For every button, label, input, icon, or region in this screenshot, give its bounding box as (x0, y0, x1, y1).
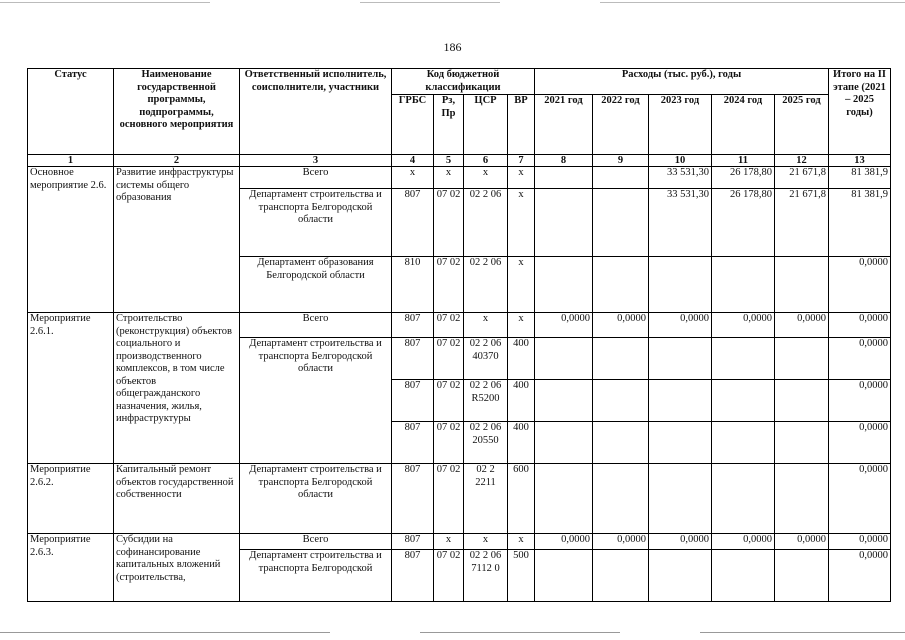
row-status: Мероприятие 2.6.2. (28, 464, 114, 534)
row-vr: 400 (508, 422, 535, 464)
row-responsible: Департамент строительства и транспорта Белгородской (240, 550, 392, 602)
row-total: 0,0000 (829, 380, 891, 422)
row-2022 (593, 550, 649, 602)
row-rz: 07 02 (434, 422, 464, 464)
row-status: Мероприятие 2.6.1. (28, 313, 114, 464)
row-vr: х (508, 257, 535, 313)
column-number-row (28, 155, 891, 167)
row-2023 (649, 338, 712, 380)
row-2024: 26 178,80 (712, 167, 775, 189)
header-row-1 (28, 69, 891, 95)
row-2022 (593, 338, 649, 380)
row-2023 (649, 464, 712, 534)
row-2025 (775, 338, 829, 380)
row-grbs: х (392, 167, 434, 189)
row-responsible: Департамент образования Белгородской области (240, 257, 392, 313)
col-number: 8 (535, 155, 593, 167)
row-responsible: Всего (240, 167, 392, 189)
row-vr: х (508, 534, 535, 550)
header-total: Итого на II этапе (2021 – 2025 годы) (829, 69, 891, 155)
col-number: 11 (712, 155, 775, 167)
row-2023: 33 531,30 (649, 167, 712, 189)
row-total: 0,0000 (829, 338, 891, 380)
row-2024 (712, 422, 775, 464)
row-vr: 400 (508, 380, 535, 422)
row-2025 (775, 550, 829, 602)
row-2024 (712, 257, 775, 313)
row-2023 (649, 380, 712, 422)
row-2021 (535, 338, 593, 380)
row-2021 (535, 380, 593, 422)
row-2021: 0,0000 (535, 534, 593, 550)
row-vr: 600 (508, 464, 535, 534)
col-number: 9 (593, 155, 649, 167)
page-number: 186 (443, 40, 462, 54)
table-row (28, 313, 891, 338)
header-2025: 2025 год (775, 95, 829, 155)
header-budget-code: Код бюджетной классификации (392, 69, 535, 95)
row-name: Капитальный ремонт объектов государственной собственности (114, 464, 240, 534)
row-2023: 0,0000 (649, 313, 712, 338)
header-grbs: ГРБС (392, 95, 434, 155)
header-2021: 2021 год (535, 95, 593, 155)
col-number: 7 (508, 155, 535, 167)
row-csr: 02 2 2211 (464, 464, 508, 534)
row-grbs: 807 (392, 464, 434, 534)
row-csr: 02 2 06 7112 0 (464, 550, 508, 602)
row-2024: 26 178,80 (712, 189, 775, 257)
row-2024: 0,0000 (712, 534, 775, 550)
row-rz: 07 02 (434, 257, 464, 313)
row-total: 81 381,9 (829, 167, 891, 189)
row-2025: 0,0000 (775, 534, 829, 550)
row-2024 (712, 464, 775, 534)
row-total: 0,0000 (829, 464, 891, 534)
row-name: Субсидии на софинансирование капитальных вложений (строительства, (114, 534, 240, 602)
row-vr: 400 (508, 338, 535, 380)
row-rz: 07 02 (434, 464, 464, 534)
budget-table (27, 68, 891, 602)
row-status: Основное мероприятие 2.6. (28, 167, 114, 313)
row-2025: 0,0000 (775, 313, 829, 338)
header-rz: Рз, Пр (434, 95, 464, 155)
header-2022: 2022 год (593, 95, 649, 155)
row-vr: х (508, 167, 535, 189)
row-2022: 0,0000 (593, 313, 649, 338)
row-2024 (712, 550, 775, 602)
row-2022 (593, 422, 649, 464)
header-responsible: Ответственный исполнитель, соисполнители, участники (240, 69, 392, 155)
row-status: Мероприятие 2.6.3. (28, 534, 114, 602)
row-2025: 21 671,8 (775, 167, 829, 189)
header-program-name: Наименование государственной программы, подпрограммы, основного мероприятия (114, 69, 240, 155)
header-status: Статус (28, 69, 114, 155)
row-grbs: 807 (392, 422, 434, 464)
row-csr: х (464, 167, 508, 189)
row-2021 (535, 422, 593, 464)
row-2024: 0,0000 (712, 313, 775, 338)
row-2022 (593, 464, 649, 534)
row-rz: 07 02 (434, 380, 464, 422)
row-2021 (535, 189, 593, 257)
row-rz: х (434, 167, 464, 189)
row-vr: х (508, 189, 535, 257)
row-csr: 02 2 06 20550 (464, 422, 508, 464)
row-grbs: 807 (392, 550, 434, 602)
col-number: 1 (28, 155, 114, 167)
row-2023 (649, 422, 712, 464)
row-grbs: 807 (392, 313, 434, 338)
col-number: 6 (464, 155, 508, 167)
row-responsible: Департамент строительства и транспорта Белгородской области (240, 189, 392, 257)
row-2021 (535, 550, 593, 602)
header-csr: ЦСР (464, 95, 508, 155)
row-2021: 0,0000 (535, 313, 593, 338)
row-2022 (593, 167, 649, 189)
row-2022 (593, 380, 649, 422)
row-csr: х (464, 534, 508, 550)
row-grbs: 810 (392, 257, 434, 313)
row-total: 0,0000 (829, 422, 891, 464)
row-rz: х (434, 534, 464, 550)
col-number: 4 (392, 155, 434, 167)
row-2025 (775, 422, 829, 464)
row-2022 (593, 257, 649, 313)
row-name: Развитие инфраструктуры системы общего образования (114, 167, 240, 313)
row-2023: 33 531,30 (649, 189, 712, 257)
row-csr: 02 2 06 R5200 (464, 380, 508, 422)
row-vr: х (508, 313, 535, 338)
row-2022: 0,0000 (593, 534, 649, 550)
header-vr: ВР (508, 95, 535, 155)
scan-top-edge (0, 2, 905, 3)
row-rz: 07 02 (434, 313, 464, 338)
row-2022 (593, 189, 649, 257)
row-2023: 0,0000 (649, 534, 712, 550)
row-responsible: Департамент строительства и транспорта Белгородской области (240, 338, 392, 464)
row-2025 (775, 380, 829, 422)
row-grbs: 807 (392, 338, 434, 380)
scan-bottom-edge (0, 632, 905, 633)
row-grbs: 807 (392, 380, 434, 422)
col-number: 13 (829, 155, 891, 167)
row-2025: 21 671,8 (775, 189, 829, 257)
header-2024: 2024 год (712, 95, 775, 155)
row-name: Строительство (реконструкция) объектов социального и производственного комплексов, в том числе объектов общегражданского назначения, жилья, инфраструктуры (114, 313, 240, 464)
row-2023 (649, 257, 712, 313)
table-row (28, 464, 891, 534)
row-2023 (649, 550, 712, 602)
row-vr: 500 (508, 550, 535, 602)
col-number: 10 (649, 155, 712, 167)
row-2021 (535, 167, 593, 189)
row-2024 (712, 380, 775, 422)
row-rz: 07 02 (434, 338, 464, 380)
row-responsible: Всего (240, 313, 392, 338)
row-2025 (775, 464, 829, 534)
row-csr: 02 2 06 (464, 189, 508, 257)
row-grbs: 807 (392, 189, 434, 257)
header-2023: 2023 год (649, 95, 712, 155)
row-csr: 02 2 06 (464, 257, 508, 313)
row-2024 (712, 338, 775, 380)
row-rz: 07 02 (434, 189, 464, 257)
row-grbs: 807 (392, 534, 434, 550)
col-number: 3 (240, 155, 392, 167)
col-number: 2 (114, 155, 240, 167)
table-row (28, 167, 891, 189)
row-total: 0,0000 (829, 534, 891, 550)
col-number: 5 (434, 155, 464, 167)
row-2025 (775, 257, 829, 313)
row-2021 (535, 257, 593, 313)
row-responsible: Всего (240, 534, 392, 550)
col-number: 12 (775, 155, 829, 167)
row-rz: 07 02 (434, 550, 464, 602)
header-expenses: Расходы (тыс. руб.), годы (535, 69, 829, 95)
row-total: 0,0000 (829, 313, 891, 338)
row-csr: х (464, 313, 508, 338)
row-2021 (535, 464, 593, 534)
row-total: 81 381,9 (829, 189, 891, 257)
table-row (28, 534, 891, 550)
row-responsible: Департамент строительства и транспорта Белгородской области (240, 464, 392, 534)
row-csr: 02 2 06 40370 (464, 338, 508, 380)
row-total: 0,0000 (829, 257, 891, 313)
row-total: 0,0000 (829, 550, 891, 602)
